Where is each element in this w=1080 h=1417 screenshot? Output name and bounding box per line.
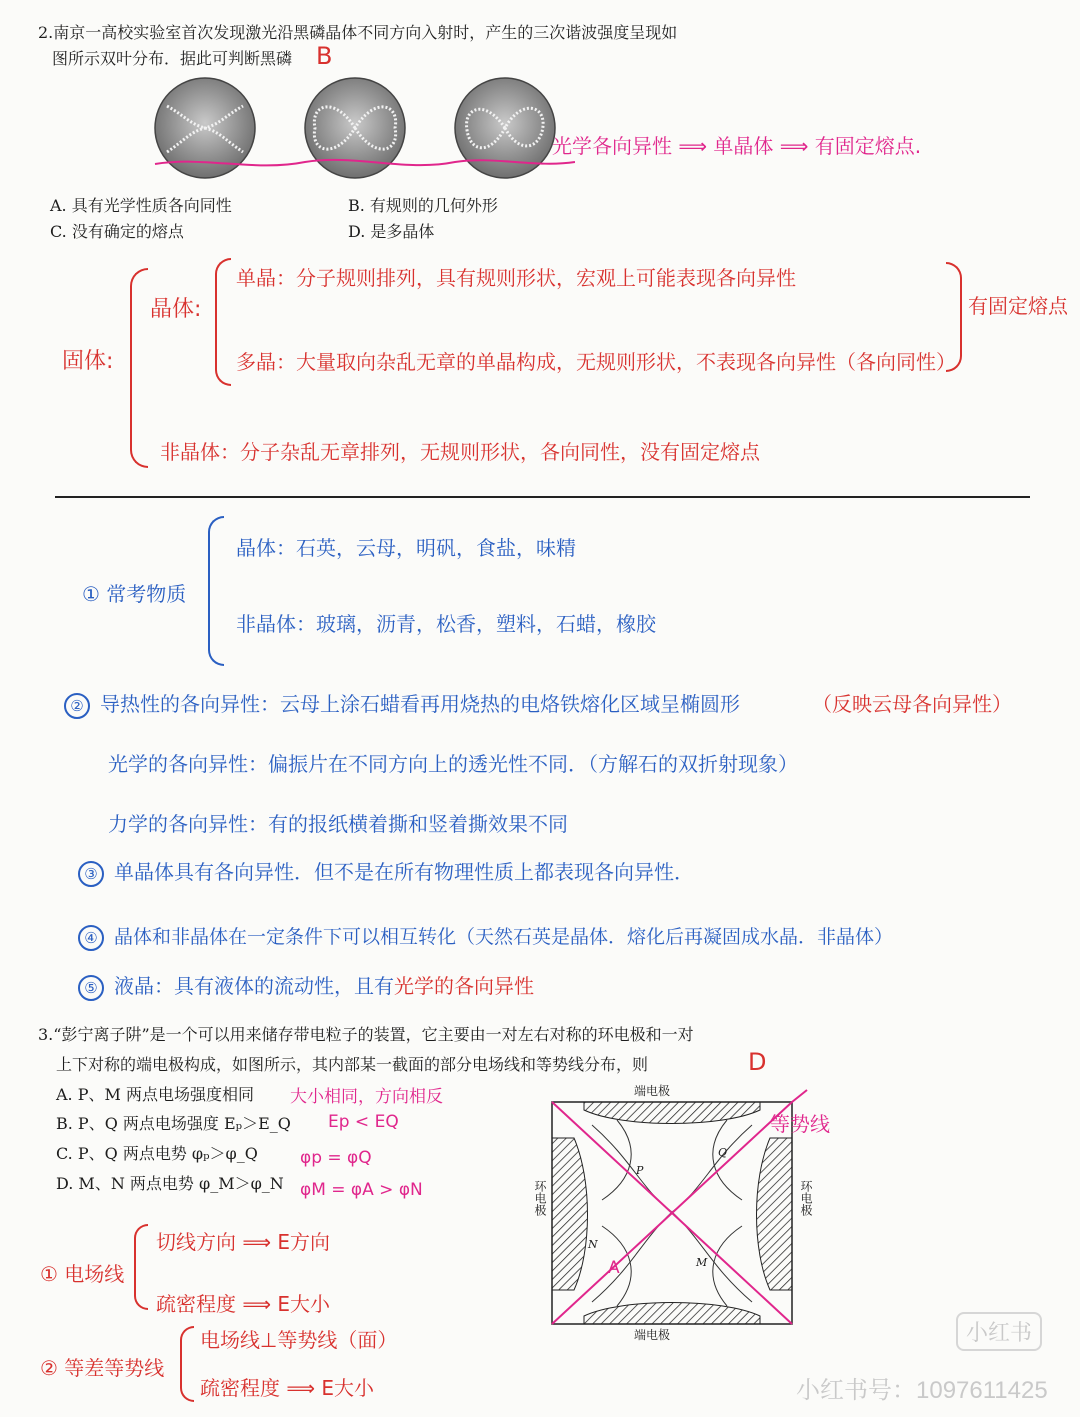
note2-heat bbox=[64, 688, 740, 719]
q3-option-d: D. M、N 两点电势 φ_M＞φ_N bbox=[56, 1174, 284, 1193]
note5-highlight: 光学的各向异性 bbox=[394, 974, 534, 998]
tree-amorphous: 非晶体：分子杂乱无章排列，无规则形状，各向同性，没有固定熔点 bbox=[160, 440, 760, 464]
q3-option-b-note: Ep < EQ bbox=[328, 1112, 399, 1132]
section-divider bbox=[55, 496, 1030, 498]
tree-brace-right bbox=[946, 262, 962, 372]
note4-number: ④ bbox=[78, 925, 104, 951]
field-note1-label: ① 电场线 bbox=[40, 1262, 125, 1286]
q3-option-b: B. P、Q 两点电场强度 Eₚ＞E_Q bbox=[56, 1114, 291, 1133]
note1-brace bbox=[208, 516, 224, 666]
q2-option-c: C. 没有确定的熔点 bbox=[50, 222, 184, 241]
fig-point-q: Q bbox=[718, 1146, 728, 1159]
field-note2-density: 疏密程度 ⟹ E大小 bbox=[200, 1376, 375, 1400]
note5-text: 液晶：具有液体的流动性，且有 bbox=[114, 974, 394, 998]
field-note2-perp: 电场线⊥等势线（面） bbox=[200, 1328, 398, 1352]
fig-point-p: P bbox=[636, 1164, 644, 1177]
fig-label-top: 端电极 bbox=[634, 1084, 671, 1098]
field-note1-density: 疏密程度 ⟹ E大小 bbox=[156, 1292, 331, 1316]
note2-number: ② bbox=[64, 693, 90, 719]
fig-label-right: 环电极 bbox=[799, 1180, 813, 1216]
field-note1-tangent: 切线方向 ⟹ E方向 bbox=[156, 1230, 331, 1254]
note1-amorphous: 非晶体：玻璃，沥青，松香，塑料，石蜡，橡胶 bbox=[236, 612, 656, 636]
q3-option-a-note: 大小相同，方向相反 bbox=[290, 1087, 443, 1107]
q2-option-b: B. 有规则的几何外形 bbox=[348, 196, 498, 215]
fig-label-bottom: 端电极 bbox=[634, 1328, 671, 1342]
note1-label: ① 常考物质 bbox=[82, 582, 187, 606]
note2-heat-note: （反映云母各向异性） bbox=[812, 692, 1012, 716]
note3 bbox=[78, 856, 694, 887]
tree-crystal: 晶体: bbox=[150, 297, 202, 322]
q3-stem-line2: 上下对称的端电极构成，如图所示，其内部某一截面的部分电场线和等势线分布，则 bbox=[56, 1055, 649, 1074]
tree-brace-crystal bbox=[215, 258, 231, 386]
tree-poly: 多晶：大量取向杂乱无章的单晶构成，无规则形状，不表现各向异性（各向同性） bbox=[236, 350, 956, 374]
q2-option-a: A. 具有光学性质各向同性 bbox=[50, 196, 232, 215]
q2-answer: B bbox=[316, 42, 333, 70]
note5-number: ⑤ bbox=[78, 975, 104, 1001]
note5 bbox=[78, 970, 534, 1001]
q2-harmonic-figures bbox=[145, 76, 575, 186]
note2-optics: 光学的各向异性：偏振片在不同方向上的透光性不同．（方解石的双折射现象） bbox=[108, 752, 798, 776]
note2-heat-text: 导热性的各向异性：云母上涂石蜡看再用烧热的电烙铁熔化区域呈椭圆形 bbox=[100, 692, 740, 716]
fig-point-a: A bbox=[608, 1258, 620, 1278]
q3-option-a: A. P、M 两点电场强度相同 bbox=[56, 1085, 254, 1104]
q3-answer: D bbox=[748, 1048, 767, 1076]
q3-option-c: C. P、Q 两点电势 φₚ＞φ_Q bbox=[56, 1144, 258, 1163]
watermark-account: 小红书号：1097611425 bbox=[796, 1377, 1048, 1404]
q3-option-d-note: φM = φA > φN bbox=[300, 1180, 423, 1200]
field-note1-brace bbox=[134, 1224, 148, 1310]
q3-option-c-note: φp = φQ bbox=[300, 1148, 372, 1168]
fig-point-m: M bbox=[696, 1256, 708, 1269]
q2-note-right: 光学各向异性 ⟹ 单晶体 ⟹ 有固定熔点. bbox=[552, 134, 922, 158]
q2-stem-line2: 图所示双叶分布．据此可判断黑磷 bbox=[52, 49, 293, 68]
fig-label-left: 环电极 bbox=[533, 1180, 547, 1216]
note3-text: 单晶体具有各向异性．但不是在所有物理性质上都表现各向异性． bbox=[114, 860, 694, 884]
q3-equipotential-note: 等势线 bbox=[770, 1112, 830, 1136]
q2-figure bbox=[145, 76, 575, 186]
q2-stem-line1: 2.南京一高校实验室首次发现激光沿黑磷晶体不同方向入射时，产生的三次谐波强度呈现如 bbox=[38, 23, 678, 42]
q3-stem-line1: 3.“彭宁离子阱”是一个可以用来储存带电粒子的装置，它主要由一对左右对称的环电极和一对 bbox=[38, 1025, 694, 1044]
tree-root: 固体: bbox=[62, 349, 114, 374]
field-note2-label: ② 等差等势线 bbox=[40, 1356, 165, 1380]
tree-brace-outer bbox=[130, 268, 148, 468]
tree-melting: 有固定熔点 bbox=[968, 294, 1068, 318]
field-note2-brace bbox=[180, 1326, 194, 1402]
note4-text: 晶体和非晶体在一定条件下可以相互转化（天然石英是晶体．熔化后再凝固成水晶．非晶体） bbox=[114, 926, 894, 948]
watermark-logo: 小红书 bbox=[956, 1312, 1042, 1351]
note2-mech: 力学的各向异性：有的报纸横着撕和竖着撕效果不同 bbox=[108, 812, 568, 836]
note3-number: ③ bbox=[78, 861, 104, 887]
note1-crystal: 晶体：石英，云母，明矾，食盐，味精 bbox=[236, 536, 576, 560]
fig-point-n: N bbox=[588, 1238, 598, 1251]
q2-option-d: D. 是多晶体 bbox=[348, 222, 435, 241]
tree-single: 单晶：分子规则排列，具有规则形状，宏观上可能表现各向异性 bbox=[236, 266, 796, 290]
note4 bbox=[78, 922, 893, 951]
